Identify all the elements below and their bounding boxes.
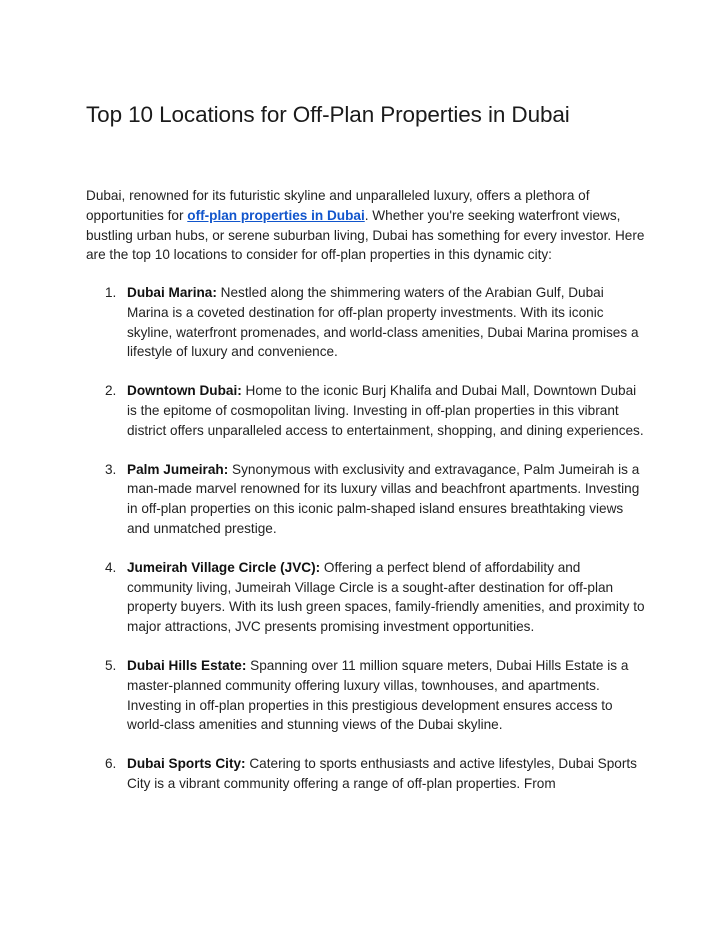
list-item-downtown-dubai [86, 381, 646, 440]
location-name: Dubai Sports City: [127, 756, 246, 772]
page-title: Top 10 Locations for Off-Plan Properties in Dubai [86, 102, 570, 127]
location-name: Downtown Dubai: [127, 383, 242, 399]
list-number: 6. [105, 756, 117, 772]
intro-text-after-link: . Whether you're seeking waterfront views, bustling urban hubs, or serene suburban living, Dubai has something for every investor. Here are the top 10 locations to consider for off-plan properties in this dynamic city: [86, 207, 645, 263]
list-item-dubai-marina [86, 283, 646, 362]
intro-text-before-link: Dubai, renowned for its futuristic skyline and unparalleled luxury, offers a plethora of opportunities for [86, 188, 590, 223]
location-name: Dubai Marina: [127, 285, 217, 300]
location-name: Jumeirah Village Circle (JVC): [127, 559, 321, 575]
location-description: Spanning over 11 million square meters, Dubai Hills Estate is a master-planned community offering luxury villas, townhouses, and apartments. Investing in off-plan properties in this prestigious development ensures access to world-class amenities and stunning views of the Dubai skyline. [127, 657, 629, 733]
location-description: Catering to sports enthusiasts and active lifestyles, Dubai Sports City is a vibrant community offering a range of off-plan properties. From [127, 756, 637, 791]
list-number: 4. [105, 559, 117, 575]
list-number: 3. [105, 461, 117, 477]
list-item-palm-jumeirah [86, 460, 646, 539]
intro-paragraph [86, 186, 646, 265]
list-number: 1. [105, 285, 117, 300]
off-plan-properties-link[interactable]: off-plan properties in Dubai [187, 207, 365, 223]
location-description: Home to the iconic Burj Khalifa and Dubai Mall, Downtown Dubai is the epitome of cosmopolitan living. Investing in off-plan properties in this vibrant district offers unparalleled access to entertainment, shopping, and dining experiences. [127, 383, 644, 438]
location-name: Palm Jumeirah: [127, 461, 229, 477]
location-description: Offering a perfect blend of affordability and community living, Jumeirah Village Circle is a sought-after destination for off-plan property buyers. With its lush green spaces, family-friendly amenities, and proximity to major attractions, JVC presents promising investment opportunities. [127, 559, 645, 635]
list-item-dubai-sports-city [86, 754, 646, 794]
location-name: Dubai Hills Estate: [127, 657, 247, 673]
list-number: 2. [105, 383, 117, 399]
location-description: Nestled along the shimmering waters of the Arabian Gulf, Dubai Marina is a coveted destination for off-plan property investments. With its iconic skyline, waterfront promenades, and world-class amenities, Dubai Marina promises a lifestyle of luxury and convenience. [127, 285, 639, 360]
list-item-dubai-hills-estate [86, 656, 646, 735]
list-number: 5. [105, 657, 117, 673]
locations-list [86, 283, 646, 813]
list-item-jumeirah-village-circle [86, 558, 646, 637]
location-description: Synonymous with exclusivity and extravagance, Palm Jumeirah is a man-made marvel renowned for its luxury villas and beachfront apartments. Investing in off-plan properties on this iconic palm-shaped island ensures breathtaking views and unmatched prestige. [127, 461, 640, 536]
